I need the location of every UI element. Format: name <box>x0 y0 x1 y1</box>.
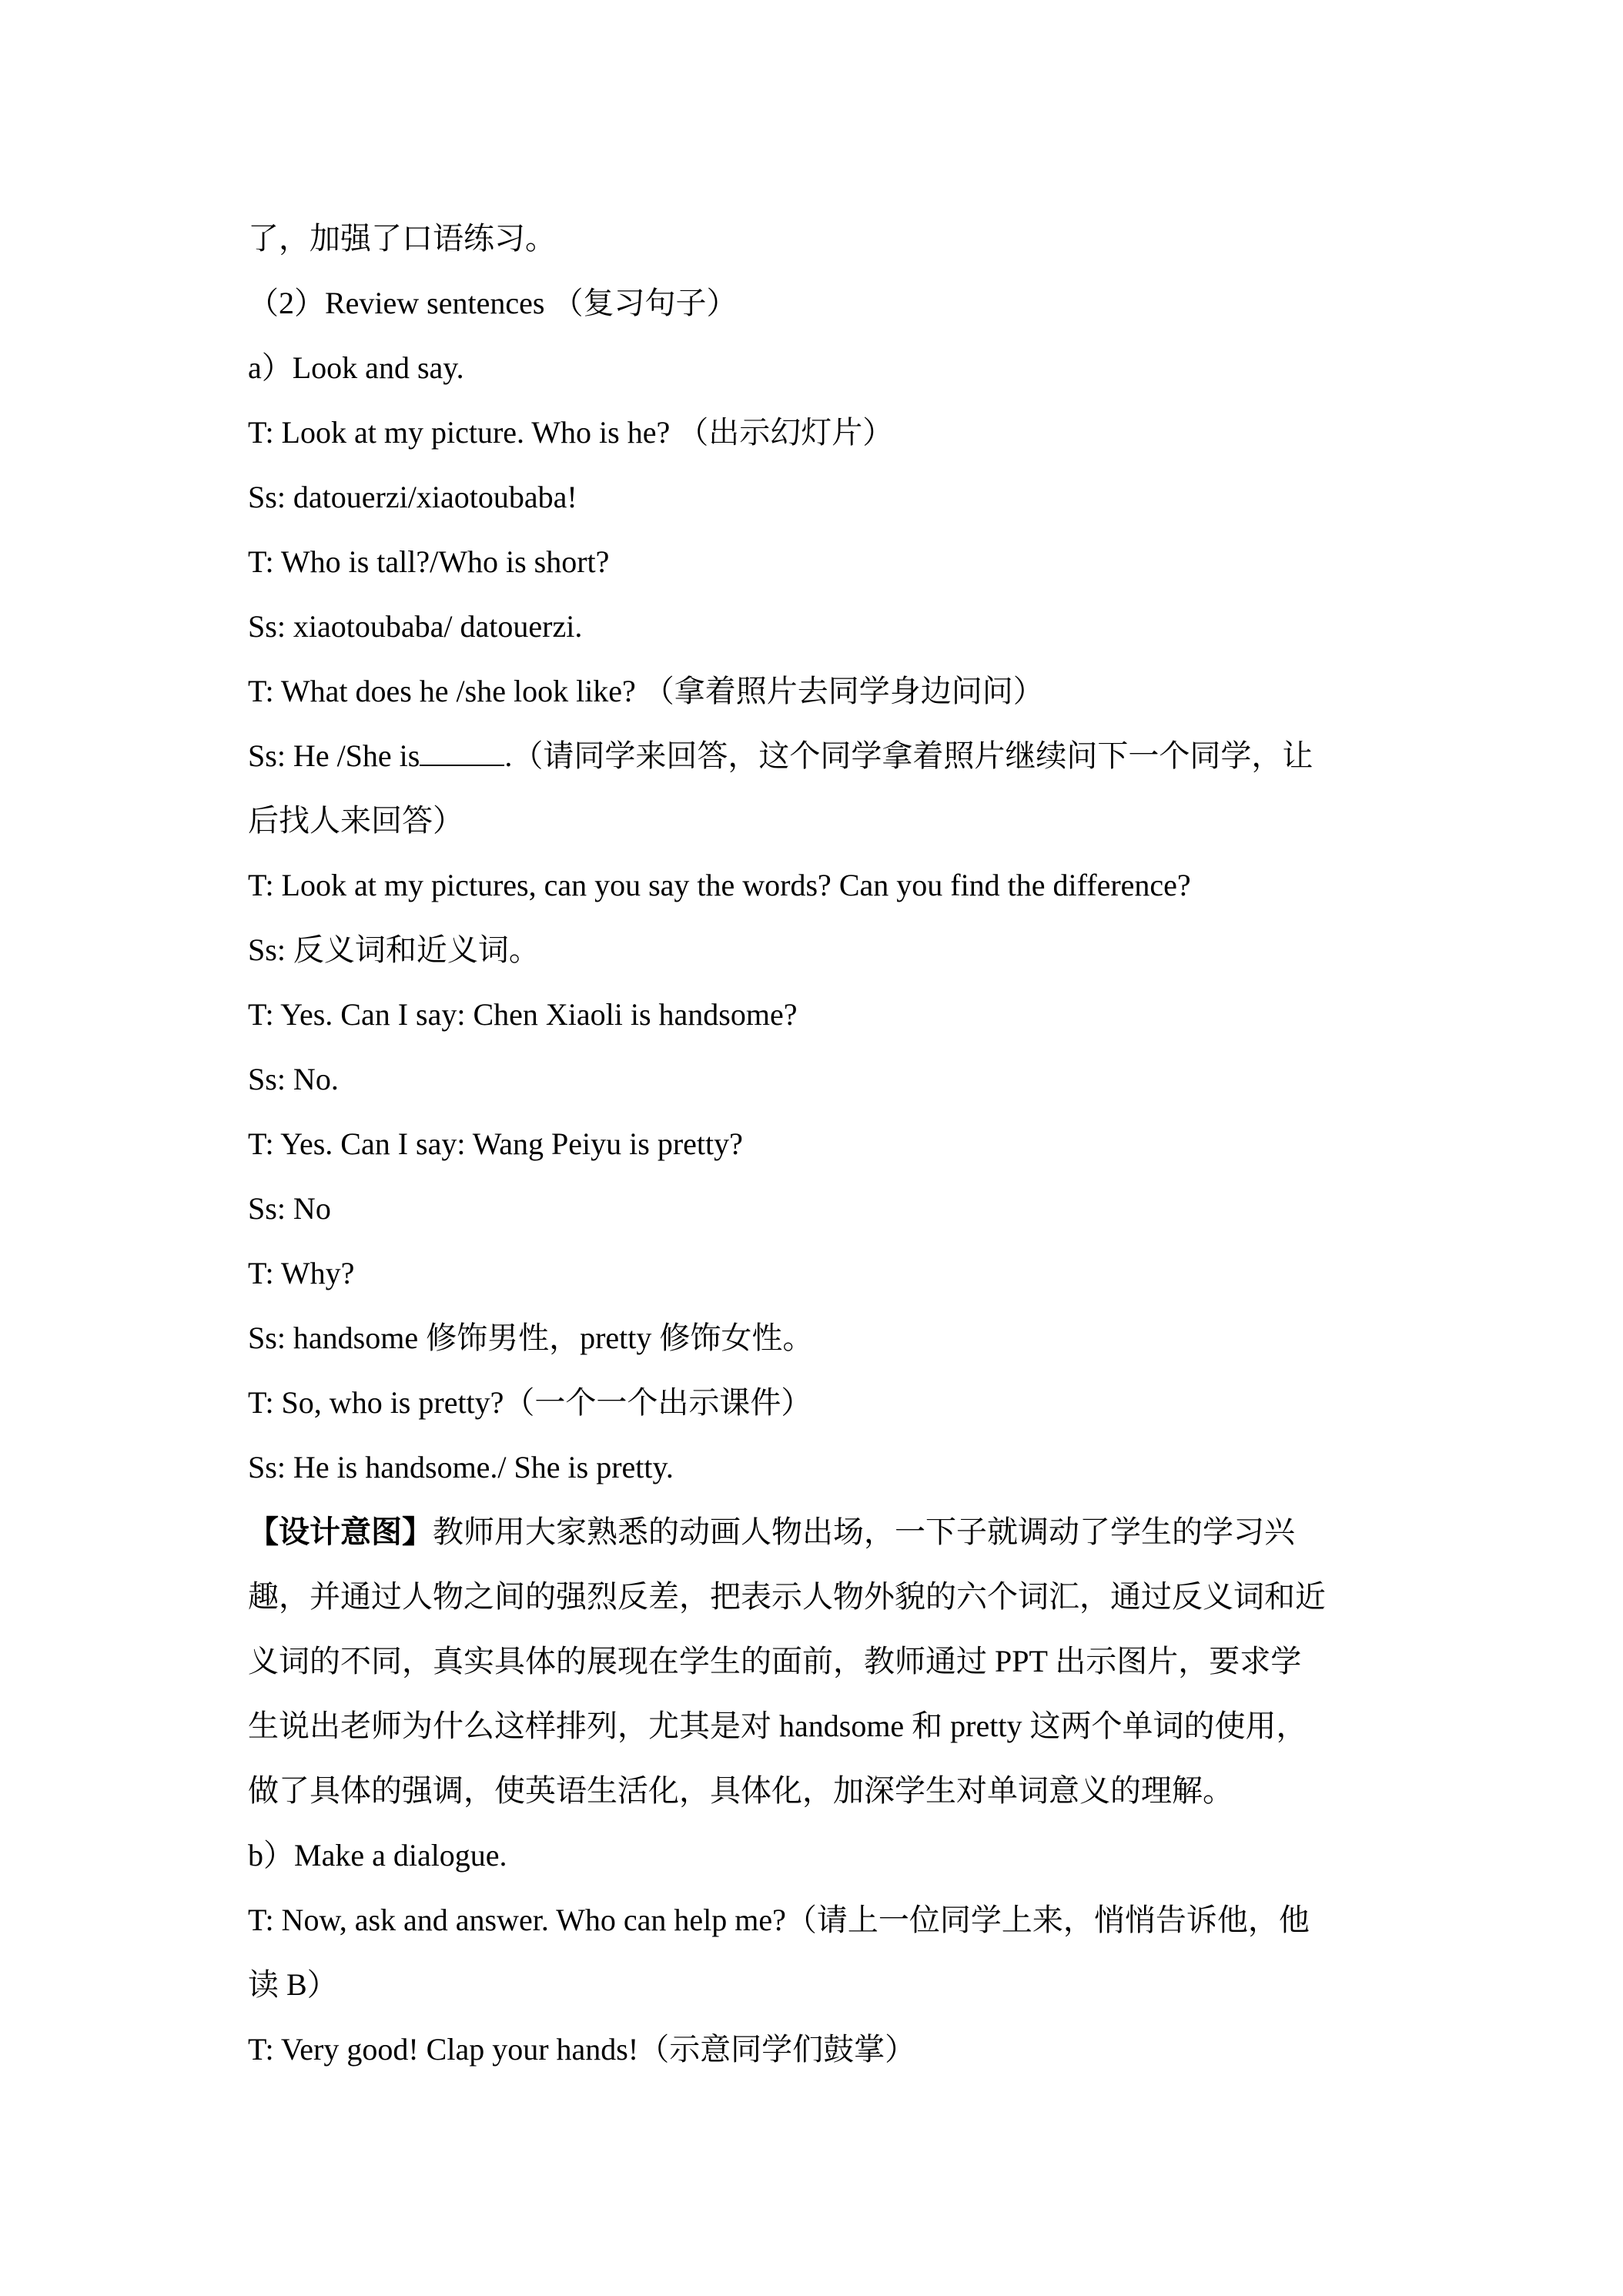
dialogue-line: Ss: 反义词和近义词。 <box>248 932 540 967</box>
dialogue-line: Ss: handsome 修饰男性，pretty 修饰女性。 <box>248 1320 814 1355</box>
text-line: 后找人来回答） <box>248 803 463 838</box>
dialogue-line: Ss: xiaotoubaba/ datouerzi. <box>248 609 583 644</box>
blank-line-after: .（请同学来回答，这个同学拿着照片继续问下一个同学，让 <box>504 738 1313 773</box>
dialogue-line: T: So, who is pretty?（一个一个出示课件） <box>248 1385 812 1420</box>
dialogue-line: Ss: No <box>248 1191 331 1226</box>
dialogue-line: Ss: datouerzi/xiaotoubaba! <box>248 480 577 514</box>
text-line: 趣，并通过人物之间的强烈反差，把表示人物外貌的六个词汇，通过反义词和近 <box>248 1579 1326 1614</box>
dialogue-line: T: What does he /she look like? （拿着照片去同学身边问问） <box>248 674 1044 708</box>
text-line: 了，加强了口语练习。 <box>248 221 556 256</box>
design-intent-text: 教师用大家熟悉的动画人物出场，一下子就调动了学生的学习兴 <box>433 1514 1295 1549</box>
dialogue-line: T: Yes. Can I say: Chen Xiaoli is handsome? <box>248 997 798 1032</box>
section-heading: （2）Review sentences （复习句子） <box>248 286 738 320</box>
design-intent-label: 【设计意图】 <box>248 1514 433 1549</box>
dialogue-line: T: Look at my pictures, can you say the words? Can you find the difference? <box>248 868 1191 902</box>
dialogue-line: T: Look at my picture. Who is he? （出示幻灯片） <box>248 415 894 450</box>
dialogue-line: Ss: No. <box>248 1062 339 1096</box>
blank-line-before: Ss: He /She is <box>248 738 420 773</box>
dialogue-line-with-blank <box>248 724 1387 788</box>
dialogue-line: T: Now, ask and answer. Who can help me?（请上一位同学上来，悄悄告诉他，他 <box>248 1903 1310 1937</box>
dialogue-line: Ss: He is handsome./ She is pretty. <box>248 1450 674 1484</box>
sub-heading: b）Make a dialogue. <box>248 1838 507 1873</box>
text-line: 做了具体的强调，使英语生活化，具体化，加深学生对单词意义的理解。 <box>248 1773 1233 1808</box>
text-line: 生说出老师为什么这样排列，尤其是对 handsome 和 pretty 这两个单词的使用， <box>248 1709 1307 1743</box>
dialogue-line: T: Why? <box>248 1256 355 1290</box>
sub-heading: a）Look and say. <box>248 350 464 385</box>
design-intent-line <box>248 1500 1387 1565</box>
answer-blank <box>420 734 504 766</box>
document-body <box>248 206 1387 2082</box>
dialogue-line: T: Who is tall?/Who is short? <box>248 544 610 579</box>
text-line: 义词的不同，真实具体的展现在学生的面前，教师通过 PPT 出示图片，要求学 <box>248 1644 1302 1678</box>
dialogue-line: T: Very good! Clap your hands!（示意同学们鼓掌） <box>248 2032 916 2067</box>
dialogue-line: T: Yes. Can I say: Wang Peiyu is pretty? <box>248 1126 743 1161</box>
text-line: 读 B） <box>248 1967 338 2002</box>
